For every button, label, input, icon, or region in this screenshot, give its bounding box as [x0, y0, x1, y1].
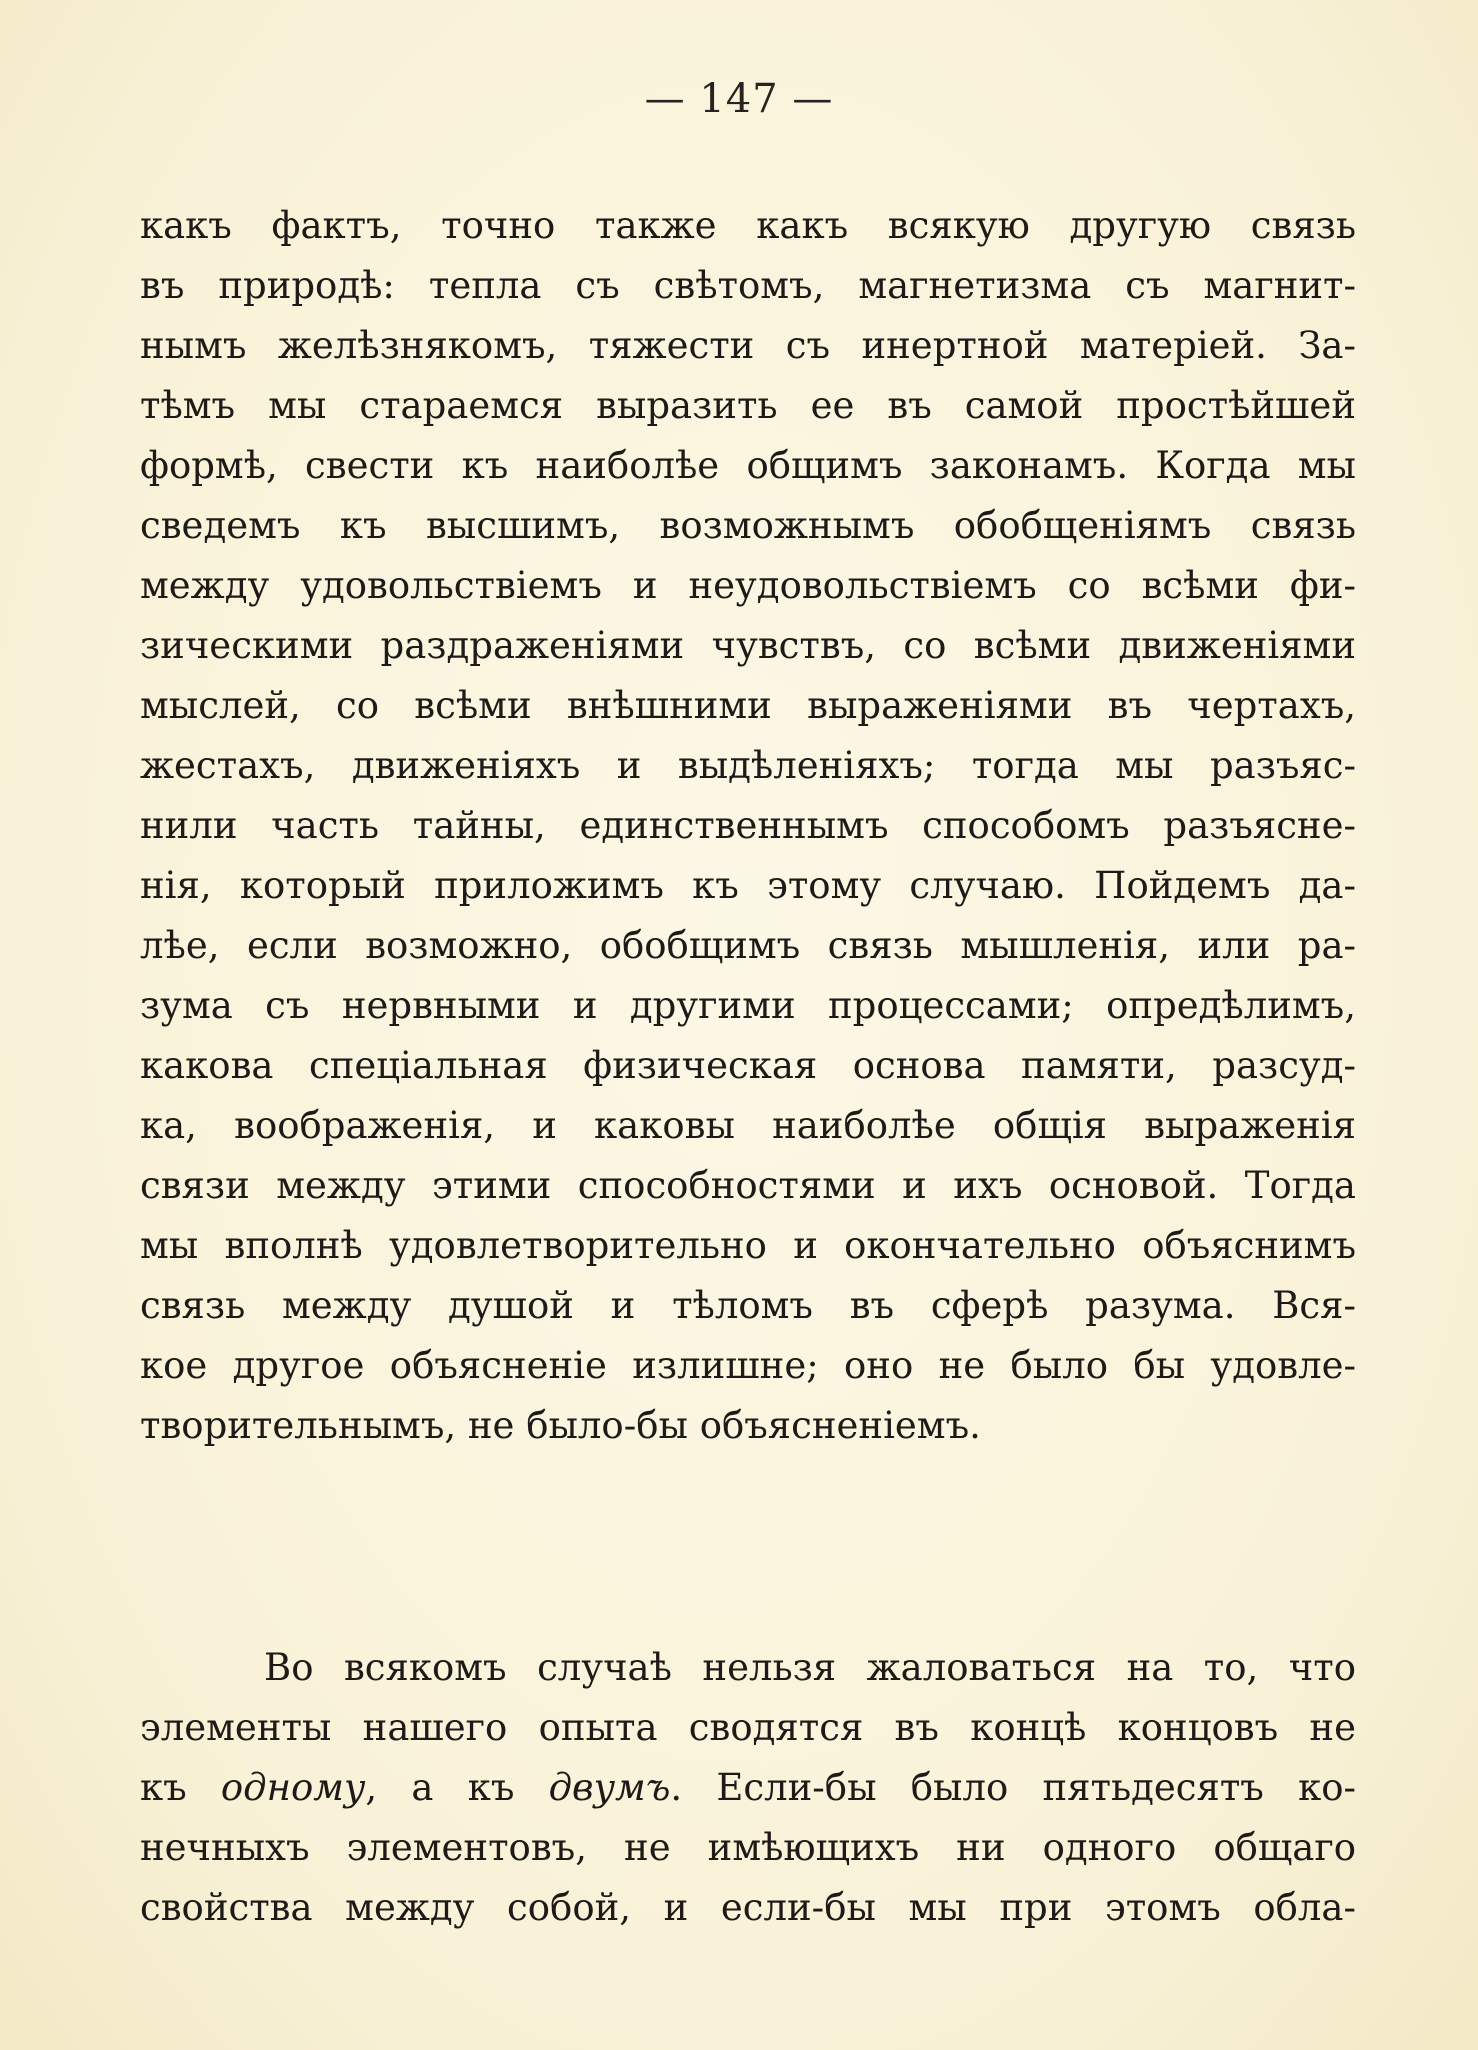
text-line: какъ фактъ, точно также какъ всякую другую связь — [140, 204, 1356, 247]
text-line: мы вполнѣ удовлетворительно и окончательно объяснимъ — [140, 1224, 1356, 1267]
paragraph-2 — [140, 1638, 1356, 1938]
paragraph-1 — [140, 196, 1356, 1456]
text-line: формѣ, свести къ наиболѣе общимъ законамъ. Когда мы — [140, 444, 1356, 487]
line-text: . Если-бы было пятьдесятъ ко- — [670, 1766, 1356, 1809]
text-line: нымъ желѣзнякомъ, тяжести съ инертной матеріей. За- — [140, 324, 1356, 367]
text-line: сведемъ къ высшимъ, возможнымъ обобщеніямъ связь — [140, 504, 1356, 547]
text-line: жестахъ, движеніяхъ и выдѣленіяхъ; тогда мы разъяс- — [140, 744, 1356, 787]
line-text: , а къ — [365, 1766, 549, 1809]
line-text: къ — [140, 1766, 221, 1809]
text-line: свойства между собой, и если-бы мы при этомъ обла- — [140, 1886, 1356, 1929]
text-line: нія, который приложимъ къ этому случаю. Пойдемъ да- — [140, 864, 1356, 907]
text-line: лѣе, если возможно, обобщимъ связь мышленія, или ра- — [140, 924, 1356, 967]
text-line: въ природѣ: тепла съ свѣтомъ, магнетизма съ магнит- — [140, 264, 1356, 307]
text-line: нечныхъ элементовъ, не имѣющихъ ни одного общаго — [140, 1826, 1356, 1869]
text-line: связь между душой и тѣломъ въ сферѣ разума. Вся- — [140, 1284, 1356, 1327]
text-line: Во всякомъ случаѣ нельзя жаловаться на то, что — [264, 1646, 1356, 1689]
text-line: творительнымъ, не было-бы объясненіемъ. — [140, 1404, 981, 1447]
text-line: связи между этими способностями и ихъ основой. Тогда — [140, 1164, 1356, 1207]
page-number: — 147 — — [644, 76, 834, 122]
text-line: нили часть тайны, единственнымъ способомъ разъясне- — [140, 804, 1356, 847]
text-line: элементы нашего опыта сводятся въ концѣ концовъ не — [140, 1706, 1356, 1749]
text-line: ка, воображенія, и каковы наиболѣе общія выраженія — [140, 1104, 1356, 1147]
text-line: зума съ нервными и другими процессами; опредѣлимъ, — [140, 984, 1356, 1027]
emphasis-one: одному — [220, 1766, 366, 1809]
text-line: какова спеціальная физическая основа памяти, разсуд- — [140, 1044, 1356, 1087]
text-line: между удовольствіемъ и неудовольствіемъ со всѣми фи- — [140, 564, 1356, 607]
text-line: кое другое объясненіе излишне; оно не было бы удовле- — [140, 1344, 1356, 1387]
emphasis-two: двумъ — [548, 1766, 671, 1809]
text-line-with-emphasis — [140, 1758, 1356, 1818]
text-line: тѣмъ мы стараемся выразить ее въ самой простѣйшей — [140, 384, 1356, 427]
text-line: зическими раздраженіями чувствъ, со всѣми движеніями — [140, 624, 1356, 667]
text-line: мыслей, со всѣми внѣшними выраженіями въ чертахъ, — [140, 684, 1356, 727]
